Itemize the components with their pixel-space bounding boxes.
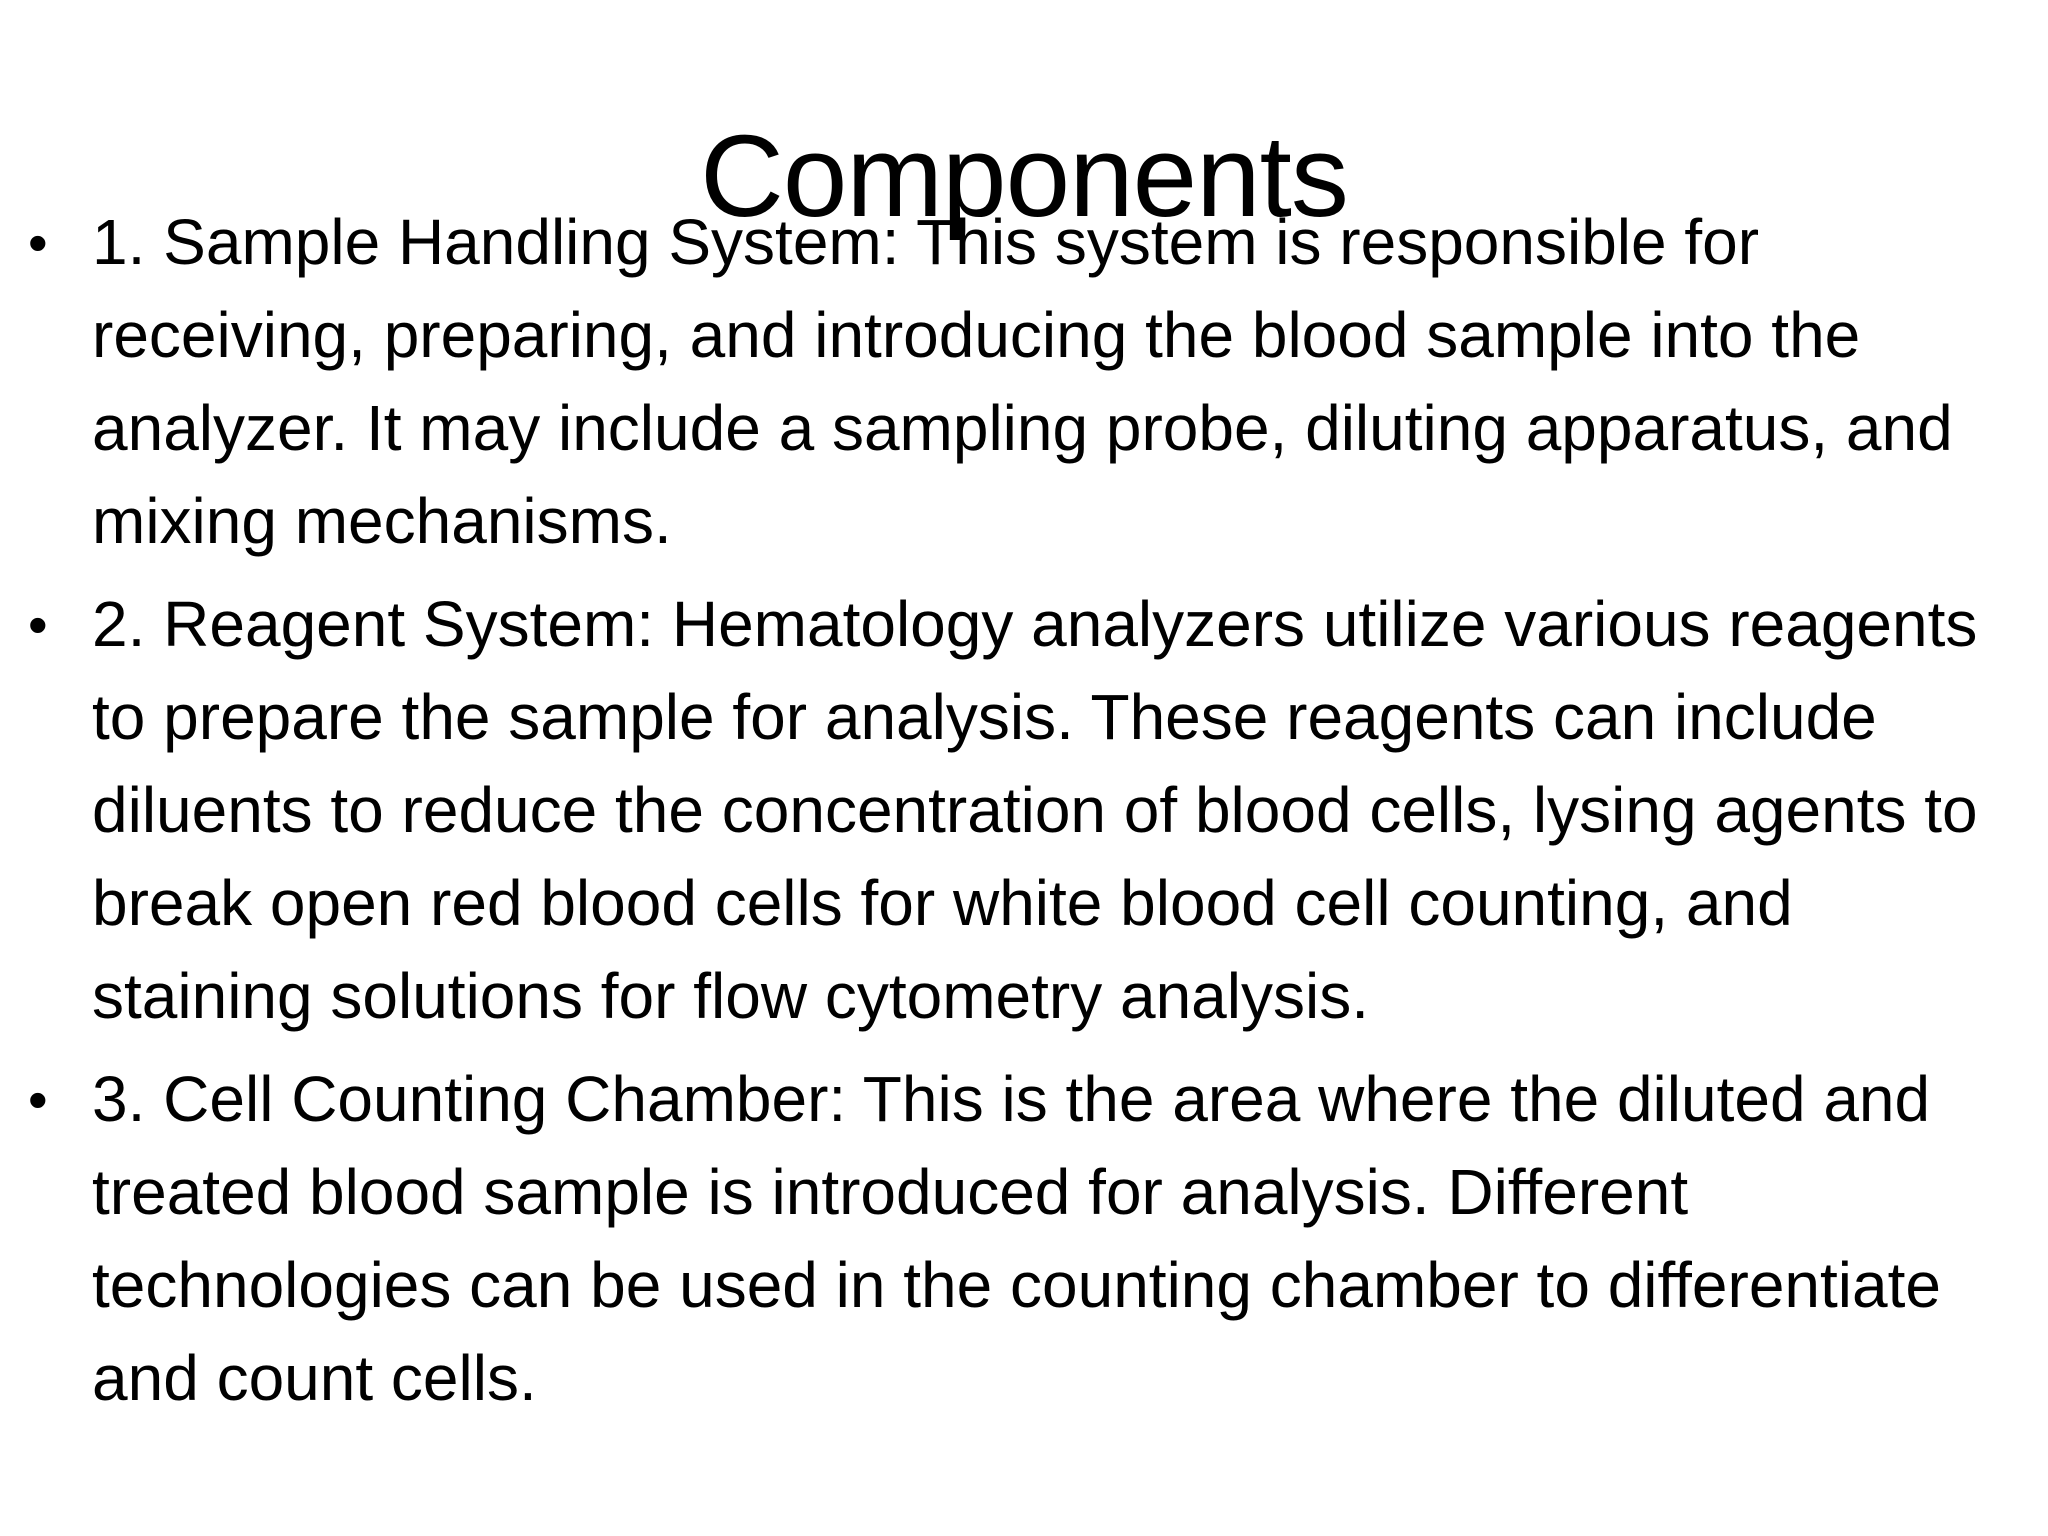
- bullet-text: 3. Cell Counting Chamber: This is the area where the diluted and treated blood sample is introduced for analysis. Different technologies can be used in the counting chamber to differentiate and count cells.: [92, 1063, 1941, 1414]
- bullet-item-reagent-system: [20, 578, 2020, 1043]
- bullet-item-sample-handling: [20, 196, 2020, 568]
- bullet-text: 1. Sample Handling System: This system is responsible for receiving, preparing, and introducing the blood sample into the analyzer. It may include a sampling probe, diluting apparatus, and mixing mechanisms.: [92, 206, 1953, 557]
- bullet-dot-icon: •: [28, 593, 48, 656]
- bullet-dot-icon: •: [28, 1068, 48, 1131]
- bullet-text: 2. Reagent System: Hematology analyzers utilize various reagents to prepare the sample for analysis. These reagents can include diluents to reduce the concentration of blood cells, lysing agents to break open red blood cells for white blood cell counting, and staining solutions for flow cytometry analysis.: [92, 588, 1978, 1032]
- bullet-list: [20, 196, 2020, 1435]
- bullet-item-cell-counting-chamber: [20, 1053, 2020, 1425]
- bullet-dot-icon: •: [28, 211, 48, 274]
- slide-title: Components: [700, 110, 1348, 241]
